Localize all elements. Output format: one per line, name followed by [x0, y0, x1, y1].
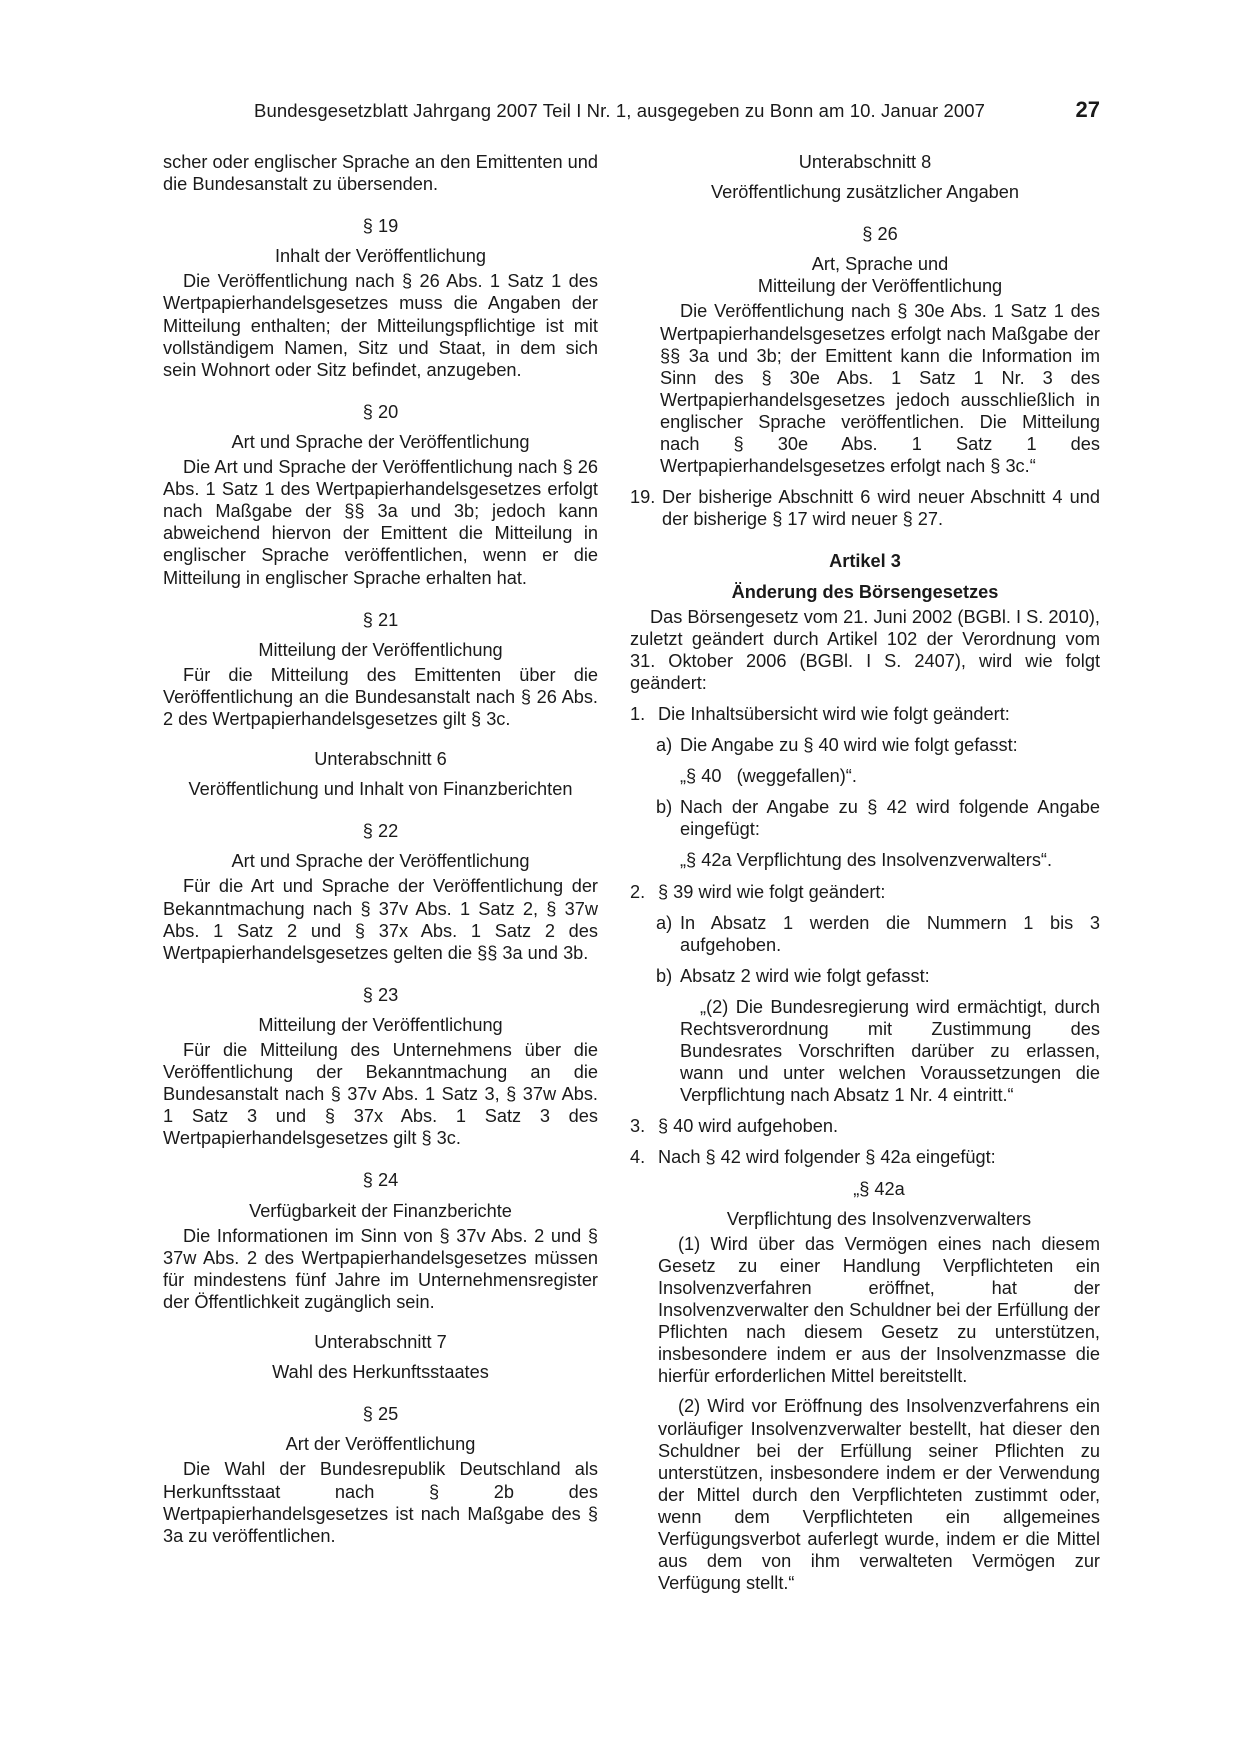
header-title: Bundesgesetzblatt Jahrgang 2007 Teil I Nr. 1, ausgegeben zu Bonn am 10. Januar 2007: [254, 100, 986, 121]
section-42a: [630, 1178, 1100, 1595]
section-body: Die Wahl der Bundesrepublik Deutschland als Herkunftsstaat nach § 2b des Wertpapierhandelsgesetzes ist nach Maßgabe des § 3a zu veröffentlichen.: [163, 1459, 598, 1546]
list-letter: a): [656, 735, 673, 756]
section-title-line-2: Mitteilung der Veröffentlichung: [757, 276, 1003, 297]
subsection-title: Veröffentlichung zusätzlicher Angaben: [710, 182, 1020, 203]
section-title: Verpflichtung des Insolvenzverwalters: [726, 1208, 1032, 1229]
list-number: 4.: [630, 1147, 646, 1168]
list-item-2b: [630, 965, 1100, 987]
list-letter: b): [656, 797, 673, 818]
section-title: Art der Veröffentlichung: [285, 1434, 476, 1455]
list-text: Der bisherige Abschnitt 6 wird neuer Abschnitt 4 und der bisherige § 17 wird neuer § 27.: [662, 487, 1100, 530]
subsection-title: Wahl des Herkunftsstaates: [272, 1362, 489, 1383]
list-item-2a: [630, 912, 1100, 956]
section-title: Art und Sprache der Veröffentlichung: [231, 851, 530, 872]
list-letter: a): [656, 912, 673, 933]
article-subtitle: Änderung des Börsengesetzes: [731, 581, 999, 602]
list-number: 2.: [630, 881, 646, 902]
list-number: 3.: [630, 1116, 646, 1137]
section-paragraph-2: (2) Wird vor Eröffnung des Insolvenzverfahrens ein vorläufiger Insolvenzverwalter bestellt, hat dieser den Schuldner bei der Erfüllung seiner Pflichten zu unterstützen, insbesondere indem er der Verwendung der Mittel durch den Verpflichteten zustimmt oder, wenn dem Verpflichteten ein allgemeines Verfügungsverbot auferlegt wurde, indem er die Mittel aus dem von ihm verwalteten Vermögen zur Verfügung stellt.“: [658, 1396, 1100, 1594]
list-item-3: [630, 1115, 1100, 1137]
section-body: Für die Mitteilung des Emittenten über die Veröffentlichung an die Bundesanstalt nach § 26 Abs. 2 des Wertpapierhandelsgesetzes gilt § 3c.: [163, 664, 598, 729]
subsection-number: Unterabschnitt 7: [314, 1332, 447, 1353]
section-paragraph-1: (1) Wird über das Vermögen eines nach diesem Gesetz zu einer Handlung Verpflichteten ein Insolvenzverfahren eröffnet, hat der Insolvenzverwalter den Schuldner bei der Erfüllung der Pflichten nach diesem Gesetz zu unterstützen, insbesondere indem er aus der Insolvenzmasse die hierfür erforderlichen Mittel bereitstellt.: [658, 1233, 1100, 1387]
left-column: [163, 151, 598, 1547]
section-body: Für die Mitteilung des Unternehmens über die Veröffentlichung der Bekanntmachung an die Bundesanstalt nach § 37v Abs. 1 Satz 3, § 37w Abs. 1 Satz 3 und § 37x Abs. 1 Satz 3 des Wertpapierhandelsgesetzes gilt § 3c.: [163, 1040, 598, 1149]
section-title: Inhalt der Veröffentlichung: [275, 246, 486, 267]
section-23: [163, 984, 598, 1150]
section-number: § 22: [362, 821, 399, 842]
list-text: Nach § 42 wird folgender § 42a eingefügt:: [658, 1147, 996, 1168]
quoted-entry-40: „§ 40 (weggefallen)“.: [680, 766, 857, 787]
section-number: § 19: [362, 216, 399, 237]
article-title: Artikel 3: [829, 551, 901, 572]
section-24: [163, 1169, 598, 1313]
list-item-1a: [630, 734, 1100, 756]
section-body: Für die Art und Sprache der Veröffentlichung der Bekanntmachung nach § 37v Abs. 1 Satz 2, § 37w Abs. 1 Satz 2 und § 37x Abs. 1 Satz 2 des Wertpapierhandelsgesetzes gelten die §§ 3a und 3b.: [163, 876, 598, 963]
section-25: [163, 1403, 598, 1547]
list-number: 19.: [630, 487, 656, 508]
section-number: § 25: [362, 1404, 399, 1425]
list-letter: b): [656, 965, 673, 986]
section-number: § 26: [862, 224, 898, 245]
section-title: Verfügbarkeit der Finanzberichte: [249, 1200, 512, 1221]
section-body: Die Art und Sprache der Veröffentlichung nach § 26 Abs. 1 Satz 1 des Wertpapierhandelsgesetzes erfolgt nach Maßgabe der §§ 3a und 3b; jedoch kann abweichend hiervon der Emittent die Mitteilung in englischer Sprache veröffentlichen, wenn er die Mitteilung in englischer Sprache erhalten hat.: [163, 457, 598, 588]
section-21: [163, 609, 598, 730]
section-title: Mitteilung der Veröffentlichung: [258, 1014, 503, 1035]
section-22: [163, 820, 598, 964]
subsection-8: [630, 151, 1100, 203]
list-item-19: [630, 486, 1100, 530]
list-text: § 40 wird aufgehoben.: [658, 1116, 838, 1137]
quoted-paragraph-39-2: „(2) Die Bundesregierung wird ermächtigt, durch Rechtsverordnung mit Zustimmung des Bundesrates Vorschriften darüber zu erlassen, wann und unter welchen Voraussetzungen die Verpflichtung nach Absatz 1 Nr. 4 eintritt.“: [680, 996, 1100, 1106]
section-number: „§ 42a: [853, 1178, 905, 1199]
section-body: Die Veröffentlichung nach § 30e Abs. 1 Satz 1 des Wertpapierhandelsgesetzes erfolgt nach Maßgabe der §§ 3a und 3b; der Emittent kann die Information im Sinn des § 30e Abs. 1 Satz 1 Nr. 3 des Wertpapierhandelsgesetzes jedoch ausschließlich in englischer Sprache veröffentlichen. Die Mitteilung nach § 30e Abs. 1 Satz 1 des Wertpapierhandelsgesetzes erfolgt nach § 3c.“: [660, 301, 1100, 477]
page-number: 27: [1075, 97, 1100, 122]
section-19: [163, 215, 598, 381]
section-number: § 20: [362, 401, 399, 422]
section-number: § 21: [362, 609, 399, 630]
section-body: Die Veröffentlichung nach § 26 Abs. 1 Satz 1 des Wertpapierhandelsgesetzes muss die Angaben der Mitteilung enthalten; der Mitteilungspflichtige ist mit vollständigem Namen, Sitz und Staat, in dem sich sein Wohnort oder Sitz befindet, anzugeben.: [163, 271, 598, 380]
subsection-title: Veröffentlichung und Inhalt von Finanzberichten: [188, 779, 573, 800]
subsection-7: [163, 1331, 598, 1383]
list-item-2: [630, 881, 1100, 903]
list-item-1b: [630, 796, 1100, 840]
section-number: § 23: [362, 984, 399, 1005]
section-title: Mitteilung der Veröffentlichung: [258, 639, 503, 660]
list-text: Die Inhaltsübersicht wird wie folgt geändert:: [658, 703, 1010, 724]
page-header: [240, 97, 1100, 130]
subsection-6: [163, 748, 598, 800]
quoted-entry-42a: „§ 42a Verpflichtung des Insolvenzverwalters“.: [680, 850, 1053, 871]
list-text: Die Angabe zu § 40 wird wie folgt gefasst:: [680, 735, 1018, 756]
section-title: Art und Sprache der Veröffentlichung: [231, 431, 530, 452]
article-intro: Das Börsengesetz vom 21. Juni 2002 (BGBl. I S. 2010), zuletzt geändert durch Artikel 102 der Verordnung vom 31. Oktober 2006 (BGBl. I S. 2407), wird wie folgt geändert:: [630, 606, 1100, 693]
list-item-4: [630, 1146, 1100, 1168]
subsection-number: Unterabschnitt 6: [314, 749, 447, 770]
section-body: Die Informationen im Sinn von § 37v Abs. 2 und § 37w Abs. 2 des Wertpapierhandelsgesetzes müssen für mindestens fünf Jahre im Unternehmensregister der Öffentlichkeit zugänglich sein.: [163, 1225, 598, 1312]
list-text: Nach der Angabe zu § 42 wird folgende Angabe eingefügt:: [680, 797, 1100, 840]
subsection-number: Unterabschnitt 8: [798, 152, 932, 172]
section-20: [163, 401, 598, 589]
list-item-1: [630, 703, 1100, 725]
list-text: Absatz 2 wird wie folgt gefasst:: [680, 965, 930, 986]
left-intro-paragraph: scher oder englischer Sprache an den Emittenten und die Bundesanstalt zu übersenden.: [163, 152, 598, 195]
list-text: In Absatz 1 werden die Nummern 1 bis 3 aufgehoben.: [680, 912, 1100, 955]
right-column: [630, 151, 1100, 1594]
section-26: [630, 223, 1100, 477]
section-title-line-1: Art, Sprache und: [811, 254, 949, 275]
list-number: 1.: [630, 703, 646, 724]
list-text: § 39 wird wie folgt geändert:: [658, 881, 886, 902]
section-number: § 24: [362, 1170, 399, 1191]
